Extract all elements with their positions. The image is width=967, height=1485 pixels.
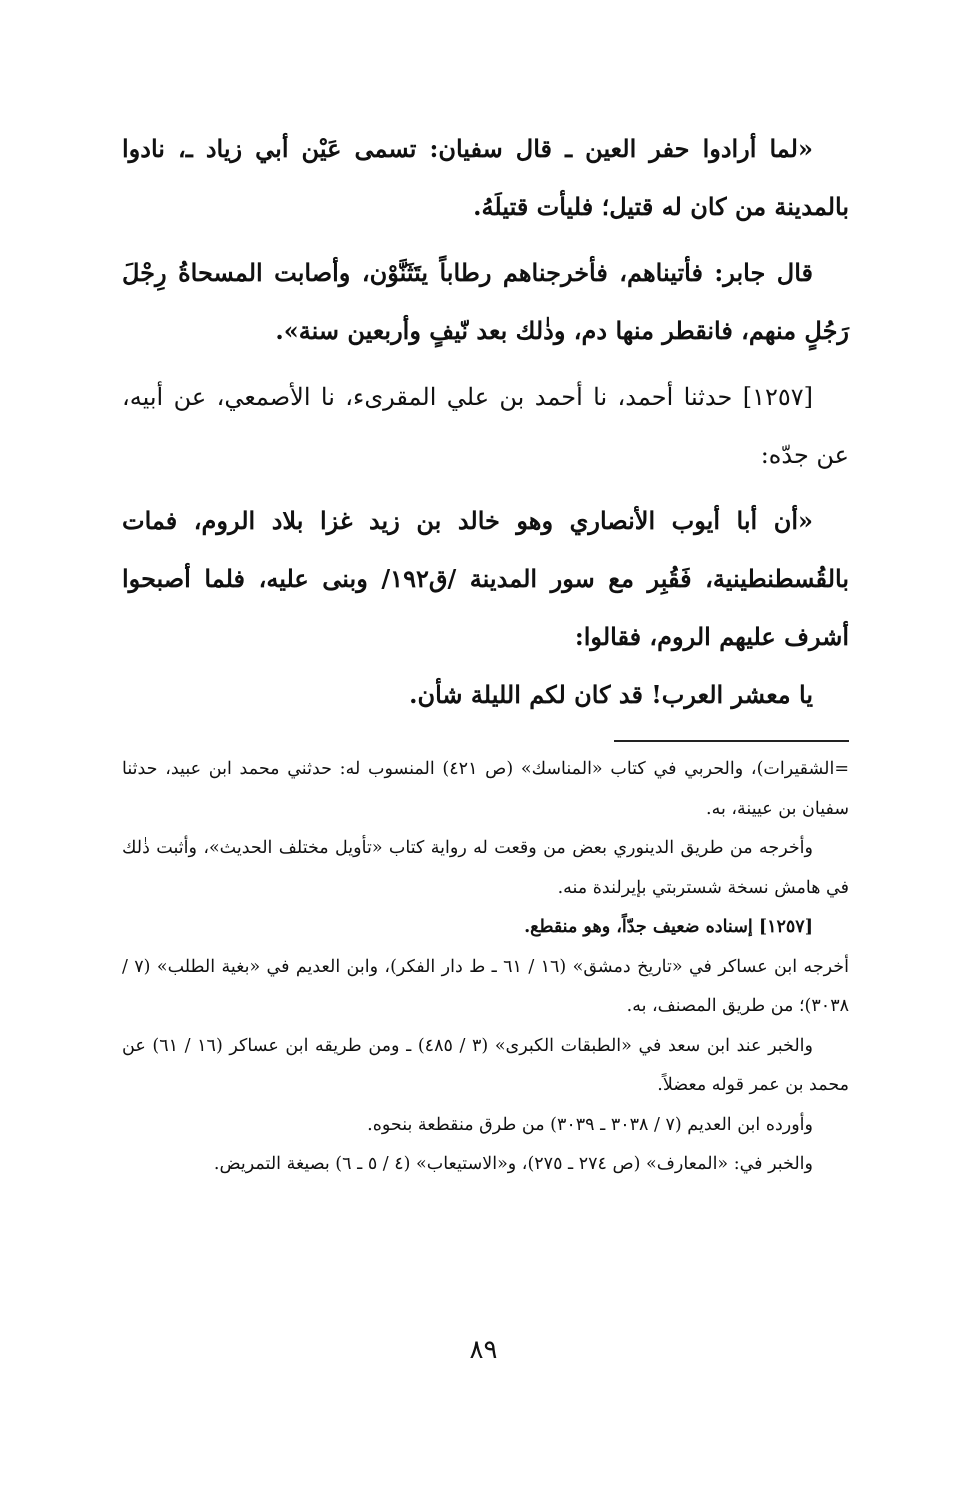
page-number: ٨٩ (469, 1335, 498, 1365)
main-text (122, 120, 849, 724)
footnote-paragraph: والخبر عند ابن سعد في «الطبقات الكبرى» (٣ / ٤٨٥) ـ ومن طريقه ابن عساكر (١٦ / ٦١) عن محمد بن عمر قوله معضلاً. (122, 1035, 849, 1095)
footnote-paragraph: والخبر في: «المعارف» (ص ٢٧٤ ـ ٢٧٥)، و«الاستيعاب» (٤ / ٥ ـ ٦) بصيغة التمريض. (213, 1154, 813, 1174)
footnote-paragraph: وأخرجه من طريق الدينوري بعض من وقعت له رواية كتاب «تأويل مختلف الحديث»، وأثبت ذٰلك في هامش نسخة شستربتي بإيرلندة منه. (122, 838, 849, 898)
jabir-paragraph: قال جابر: فأتيناهم، فأخرجناهم رطاباً يتَثَنَّوْن، وأصابت المسحاةُ رِجْلَ رَجُلٍ منهم، فانقطر منها دم، وذٰلك بعد نّيفٍ وأربعين سنة». (122, 258, 849, 345)
footnote-paragraph: أخرجه ابن عساكر في «تاريخ دمشق» (١٦ / ٦١ ـ ط دار الفكر)، وابن العديم في «بغية الطلب» (٧ / ٣٠٣٨)؛ من طريق المصنف، به. (122, 956, 849, 1016)
footnote-hadith-grade: [١٢٥٧] إسناده ضعيف جدّاً، وهو منقطع. (524, 917, 813, 937)
footnotes (122, 750, 849, 1185)
footnote-paragraph: وأورده ابن العديم (٧ / ٣٠٣٨ ـ ٣٠٣٩) من طرق منقطعة بنحوه. (367, 1114, 813, 1135)
abu-ayyub-paragraph: «أن أبا أيوب الأنصاري وهو خالد بن زيد غزا بلاد الروم، فمات بالقُسطنطينية، فَقُبِر مع سور المدينة /ق١٩٢/ وبنى عليه، فلما أصبحوا أشرف عليهم الروم، فقالوا: (122, 506, 849, 651)
romans-quote-paragraph: يا معشر العرب! قد كان لكم الليلة شأن. (409, 680, 813, 709)
narration-paragraph: «لما أرادوا حفر العين ـ قال سفيان: تسمى عَيْن أبي زياد ـ، نادوا بالمدينة من كان له قتيل؛ فليأت قتيلَهُ. (122, 134, 849, 221)
footnote-divider (614, 740, 849, 742)
footnote-continuation: =الشقيرات)، والحربي في كتاب «المناسك» (ص ٤٢١) المنسوب له: حدثني محمد ابن عبيد، حدثنا سفيان بن عيينة، به. (122, 759, 849, 819)
isnad-paragraph: [١٢٥٧] حدثنا أحمد، نا أحمد بن علي المقرىء، نا الأصمعي، عن أبيه، عن جدّه: (122, 383, 849, 469)
